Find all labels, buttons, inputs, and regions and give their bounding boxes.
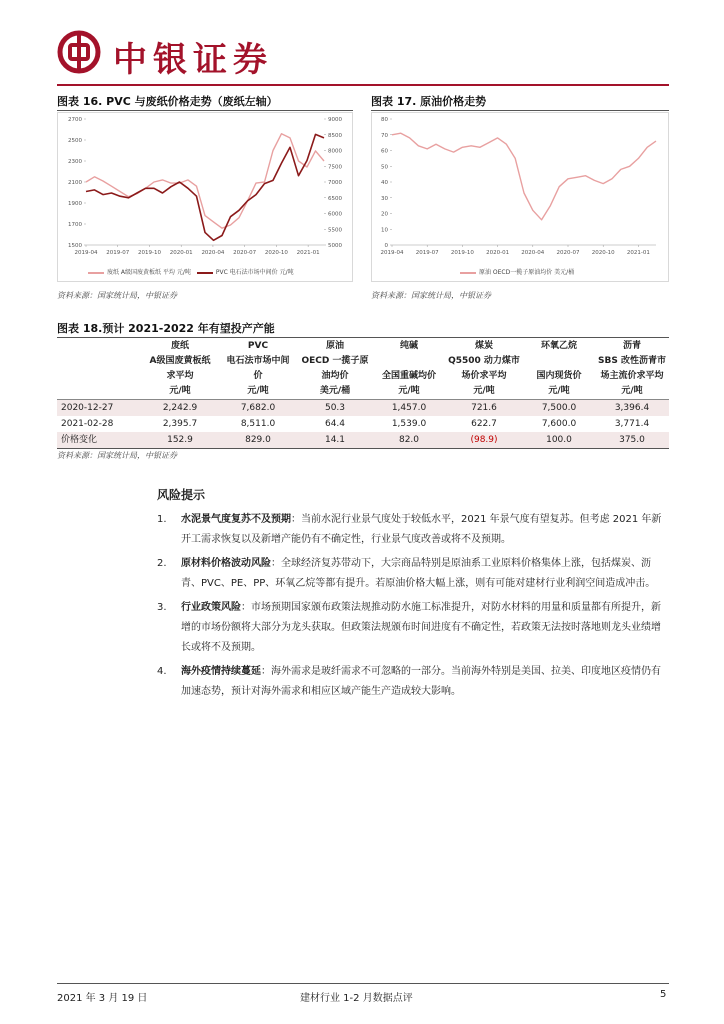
y-right-tick-label: 6500: [328, 195, 342, 202]
y-right-tick-label: 7000: [328, 180, 342, 186]
table-header-row: [57, 339, 669, 400]
table-header-wastepaper: 废纸 A级国废黄板纸 求平均 元/吨: [141, 339, 219, 400]
y-right-tick-label: 9000: [328, 117, 342, 123]
y-right-tick-label: 7500: [328, 164, 342, 171]
y-right-tick-label: 8000: [328, 148, 342, 155]
risk-num: 2.: [157, 558, 167, 569]
legend-item-oil: [460, 267, 574, 276]
table-cell: 2,242.9: [141, 400, 219, 417]
page-number: 5: [660, 989, 667, 1000]
brand-name: 中银证券: [113, 40, 273, 80]
x-tick-label: 2020-01: [169, 250, 193, 256]
table-cell: 82.0: [373, 432, 445, 449]
risk-list: [157, 510, 669, 702]
footer-title: 建材行业 1-2 月数据点评: [300, 993, 413, 1004]
risk-body: ：全球经济复苏带动下，大宗商品特别是原油系工业原料价格集体上涨，包括煤炭、沥青、PVC、PE、PP、环氧乙烷等都有提升。若原油价格大幅上涨，则有可能对建材行业利润空间造成冲击。: [181, 558, 656, 589]
table-cell: 829.0: [219, 432, 297, 449]
table-header-pvc: PVC 电石法市场中间 价 元/吨: [219, 339, 297, 400]
fig16-source: 资料来源：国家统计局，中银证券: [57, 291, 177, 300]
risk-head: 水泥景气度复苏不及预期: [181, 514, 291, 525]
x-tick-label: 2020-01: [486, 250, 510, 256]
fig18-source: 资料来源：国家统计局，中银证券: [57, 451, 177, 460]
fig17-source: 资料来源：国家统计局，中银证券: [371, 291, 491, 300]
series-line: [86, 134, 324, 240]
fig17-plot: [372, 113, 668, 281]
risk-head: 原材料价格波动风险: [181, 558, 271, 569]
table-cell: 64.4: [324, 419, 346, 429]
table-cell: (98.9): [445, 432, 523, 449]
page-header: [57, 22, 669, 84]
table-header-sodaash: 纯碱 全国重碱均价 元/吨: [373, 339, 445, 400]
x-tick-label: 2019-07: [415, 250, 439, 256]
fig18-rule: [57, 337, 669, 338]
y-tick-label: 1500: [68, 243, 82, 249]
table-cell: 7,500.0: [523, 400, 595, 417]
table-cell: 152.9: [141, 432, 219, 449]
risk-num: 1.: [157, 514, 167, 525]
legend-item-pvc: [197, 267, 294, 276]
table-cell: 1,539.0: [391, 419, 427, 429]
list-item: [157, 662, 669, 702]
table-cell: 14.1: [297, 432, 373, 449]
fig17-title: 图表 17. 原油价格走势: [371, 95, 487, 108]
y-tick-label: 0: [384, 243, 388, 249]
y-tick-label: 1700: [68, 222, 82, 228]
y-right-tick-label: 8500: [328, 132, 342, 139]
table-cell: 7,600.0: [541, 419, 577, 429]
legend-label-wastepaper: 废纸 A级国废黄板纸 平均 元/吨: [107, 269, 191, 276]
table-cell: 375.0: [595, 432, 669, 449]
x-tick-label: 2020-07: [233, 250, 257, 256]
x-tick-label: 2020-07: [556, 250, 580, 256]
legend-label-pvc: PVC 电石法市场中间价 元/吨: [215, 269, 294, 276]
y-tick-label: 1900: [68, 201, 82, 207]
table-cell: 721.6: [445, 400, 523, 417]
x-tick-label: 2019-04: [74, 250, 98, 256]
y-right-tick-label: 5000: [328, 243, 342, 249]
list-item: [157, 554, 669, 594]
bank-of-china-logo-icon: [57, 30, 101, 74]
x-tick-label: 2021-01: [626, 250, 650, 256]
y-right-tick-label: 5500: [328, 227, 342, 234]
fig16-legend: [88, 267, 294, 276]
table-cell: 8,511.0: [240, 419, 276, 429]
table-cell: 50.3: [297, 400, 373, 417]
risk-body: ：市场预期国家颁布政策法规推动防水施工标准提升，对防水材料的用量和质量都有所提升，新增的市场份额将大部分为龙头获取。但政策法规颁布时间进度有不确定性，若政策无法按时落地则龙头业绩增长或将不及预期。: [181, 602, 661, 653]
table-header-oil: 原油 OECD 一揽子原 油均价 美元/桶: [297, 339, 373, 400]
fig16-plot: [58, 113, 352, 281]
risk-head: 行业政策风险: [181, 602, 241, 613]
table-cell: 价格变化: [57, 432, 141, 449]
table-cell: 622.7: [471, 419, 497, 429]
fig17-chart: [371, 112, 669, 282]
legend-item-wastepaper: [88, 267, 191, 276]
table-header-asphalt: 沥青 SBS 改性沥青市 场主流价求平均 元/吨: [595, 339, 669, 400]
y-tick-label: 2300: [68, 159, 82, 165]
series-line: [86, 134, 324, 229]
x-tick-label: 2020-04: [521, 250, 545, 256]
x-tick-label: 2019-10: [137, 250, 161, 256]
fig16-chart: [57, 112, 353, 282]
y-tick-label: 60: [381, 148, 388, 155]
list-item: [157, 510, 669, 550]
risk-num: 3.: [157, 602, 167, 613]
y-tick-label: 20: [381, 211, 388, 218]
x-tick-label: 2020-04: [201, 250, 225, 256]
table-cell: 1,457.0: [373, 400, 445, 417]
table-cell: 7,682.0: [219, 400, 297, 417]
y-tick-label: 30: [381, 195, 388, 202]
y-tick-label: 2500: [68, 138, 82, 144]
x-tick-label: 2019-07: [106, 250, 130, 256]
capacity-table: [57, 339, 669, 449]
fig18-title: 图表 18.预计 2021-2022 年有望投产产能: [57, 322, 275, 335]
table-cell: 3,771.4: [614, 419, 650, 429]
x-tick-label: 2019-04: [380, 250, 404, 256]
table-cell: 2,395.7: [162, 419, 198, 429]
fig17-rule: [371, 110, 669, 111]
table-header-cell: [57, 339, 141, 400]
series-line: [392, 133, 656, 220]
list-item: [157, 598, 669, 658]
y-tick-label: 2100: [68, 180, 82, 186]
table-cell: 3,396.4: [595, 400, 669, 417]
table-row: [57, 416, 669, 432]
y-tick-label: 40: [381, 180, 388, 186]
table-cell: 100.0: [523, 432, 595, 449]
table-header-eo: 环氧乙烷 国内现货价 元/吨: [523, 339, 595, 400]
y-tick-label: 2700: [68, 117, 82, 123]
risk-body: ：当前水泥行业景气度处于较低水平，2021 年景气度有望复苏。但考虑 2021 年新开工需求恢复以及新增产能仍有不确定性，行业景气度改善或将不及预期。: [181, 514, 662, 545]
y-tick-label: 70: [381, 132, 388, 139]
footer-rule: [57, 983, 669, 984]
y-tick-label: 10: [381, 227, 388, 234]
fig17-legend: [460, 267, 574, 276]
y-tick-label: 80: [381, 117, 388, 123]
risk-body: ：海外需求是玻纤需求不可忽略的一部分。当前海外特别是美国、拉美、印度地区疫情仍有加速态势，预计对海外需求和相应区域产能生产造成较大影响。: [181, 666, 661, 697]
header-rule: [57, 84, 669, 86]
table-cell: 2020-12-27: [57, 400, 141, 417]
risk-title: 风险提示: [157, 488, 206, 502]
y-right-tick-label: 6000: [328, 211, 342, 218]
x-tick-label: 2020-10: [591, 250, 615, 256]
x-tick-label: 2021-01: [296, 250, 320, 256]
table-cell: 2021-02-28: [61, 419, 114, 429]
y-tick-label: 50: [381, 164, 388, 171]
fig16-rule: [57, 110, 353, 111]
risk-head: 海外疫情持续蔓延: [181, 666, 261, 677]
legend-label-oil: 原油 OECD一揽子原油均价 美元/桶: [479, 269, 575, 276]
x-tick-label: 2019-10: [450, 250, 474, 256]
table-header-coal: 煤炭 Q5500 动力煤市 场价求平均 元/吨: [445, 339, 523, 400]
fig16-title: 图表 16. PVC 与废纸价格走势（废纸左轴）: [57, 95, 278, 108]
risk-num: 4.: [157, 666, 167, 677]
table-row: [57, 432, 669, 449]
x-tick-label: 2020-10: [264, 250, 288, 256]
footer-date: 2021 年 3 月 19 日: [57, 993, 148, 1004]
table-row: [57, 400, 669, 417]
